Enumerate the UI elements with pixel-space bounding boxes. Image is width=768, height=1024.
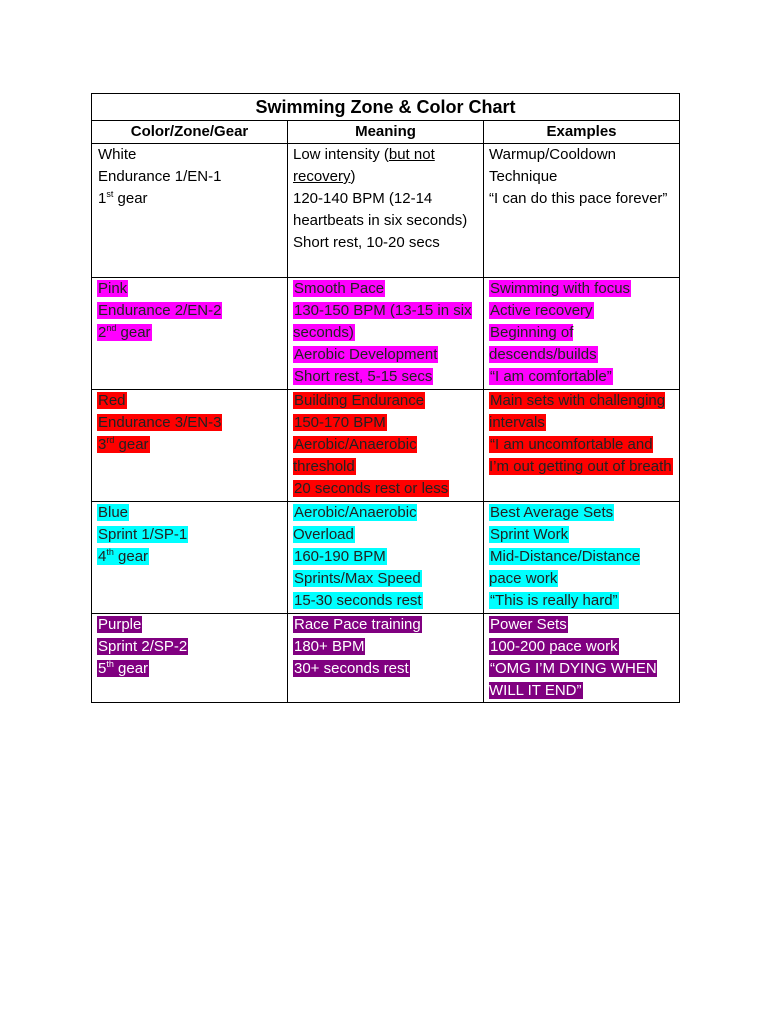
- zone-name: Endurance 2/EN-2: [98, 302, 222, 319]
- zone-row-white: [92, 144, 680, 278]
- zone-name: Sprint 2/SP-2: [98, 638, 188, 655]
- zone-line: [97, 524, 282, 546]
- examples-cell: [484, 502, 680, 614]
- examples-cell: [484, 614, 680, 703]
- example-line: [489, 434, 674, 478]
- example-text: Beginning of descends/builds: [489, 324, 597, 363]
- zone-row-red: [92, 390, 680, 502]
- zone-cell: [92, 390, 288, 502]
- zone-line: [97, 278, 282, 300]
- zone-name: Sprint 1/SP-1: [98, 526, 188, 543]
- color-name: White: [98, 146, 137, 163]
- zone-line: [97, 188, 282, 210]
- gear-word: gear: [113, 190, 148, 207]
- example-text: Main sets with challenging intervals: [489, 392, 666, 431]
- gear-suffix: nd: [106, 323, 117, 333]
- zone-cell: [92, 614, 288, 703]
- example-text: Swimming with focus: [490, 280, 631, 297]
- example-text: Sprint Work: [490, 526, 569, 543]
- meaning-line: [293, 614, 478, 636]
- meaning-text: Building Endurance: [294, 392, 425, 409]
- gear-word: gear: [114, 436, 149, 453]
- example-line: [489, 636, 674, 658]
- zone-row-pink: [92, 278, 680, 390]
- zone-line: [97, 636, 282, 658]
- gear-word: gear: [116, 324, 151, 341]
- gear-label: [97, 660, 149, 677]
- example-line: [489, 502, 674, 524]
- meaning-line: [293, 144, 478, 188]
- meaning-cell: [288, 144, 484, 278]
- meaning-text: 130-150 BPM (13-15 in six seconds): [293, 302, 472, 341]
- header-row: [92, 121, 680, 144]
- examples-cell: [484, 390, 680, 502]
- meaning-text: Aerobic Development: [294, 346, 438, 363]
- example-text: 100-200 pace work: [490, 638, 618, 655]
- examples-cell: [484, 144, 680, 278]
- meaning-text: 180+ BPM: [294, 638, 365, 655]
- zone-line: [97, 658, 282, 680]
- meaning-line: [293, 390, 478, 412]
- example-line: [489, 390, 674, 434]
- zone-name: Endurance 1/EN-1: [98, 168, 222, 185]
- example-line: [489, 546, 674, 590]
- meaning-line: [293, 412, 478, 434]
- zone-line: [97, 166, 282, 188]
- meaning-text: 20 seconds rest or less: [294, 480, 449, 497]
- zone-line: [97, 614, 282, 636]
- swimming-zone-table: [91, 93, 680, 703]
- zone-name: Endurance 3/EN-3: [98, 414, 222, 431]
- example-text: “OMG I’M DYING WHEN WILL IT END”: [489, 660, 657, 699]
- meaning-line: [293, 278, 478, 300]
- zone-line: [97, 390, 282, 412]
- zone-cell: [92, 278, 288, 390]
- gear-number: 5: [98, 660, 107, 677]
- example-text: Mid-Distance/Distance pace work: [489, 548, 641, 587]
- gear-label: [97, 548, 149, 565]
- example-text: Power Sets: [490, 616, 567, 633]
- header-examples: Examples: [484, 121, 680, 144]
- gear-suffix: rd: [106, 435, 115, 445]
- color-name: Red: [98, 392, 126, 409]
- example-text: “This is really hard”: [490, 592, 618, 609]
- meaning-line: [293, 434, 478, 478]
- meaning-text: 30+ seconds rest: [294, 660, 409, 677]
- meaning-text: Race Pace training: [294, 616, 421, 633]
- gear-number: 2: [98, 324, 107, 341]
- meaning-line: [293, 658, 478, 680]
- meaning-cell: [288, 502, 484, 614]
- meaning-text: Smooth Pace: [294, 280, 385, 297]
- gear-suffix: th: [106, 659, 114, 669]
- meaning-line: [293, 366, 478, 388]
- color-name: Pink: [98, 280, 128, 297]
- gear-label: [97, 436, 150, 453]
- gear-suffix: st: [106, 189, 114, 199]
- gear-label: [97, 190, 149, 207]
- example-line: Warmup/Cooldown: [489, 146, 616, 163]
- meaning-line: [293, 590, 478, 612]
- meaning-underlined: but not recovery: [293, 146, 435, 185]
- example-line: [489, 278, 674, 300]
- color-name: Purple: [98, 616, 142, 633]
- meaning-text: 150-170 BPM: [294, 414, 386, 431]
- example-line: [489, 366, 674, 388]
- example-line: “I can do this pace forever”: [489, 190, 668, 207]
- header-meaning: Meaning: [288, 121, 484, 144]
- example-line: [489, 590, 674, 612]
- gear-word: gear: [113, 548, 149, 565]
- example-line: Technique: [489, 168, 558, 185]
- meaning-suffix: ): [350, 168, 356, 185]
- example-text: Best Average Sets: [490, 504, 614, 521]
- example-text: “I am comfortable”: [490, 368, 612, 385]
- zone-line: [97, 434, 282, 456]
- chart-title: Swimming Zone & Color Chart: [92, 94, 680, 121]
- meaning-line: [293, 636, 478, 658]
- meaning-text: 160-190 BPM: [294, 548, 386, 565]
- example-text: Active recovery: [490, 302, 593, 319]
- meaning-cell: [288, 278, 484, 390]
- meaning-cell: [288, 390, 484, 502]
- meaning-line: [293, 502, 478, 546]
- gear-number: 4: [98, 548, 107, 565]
- meaning-text: Sprints/Max Speed: [294, 570, 421, 587]
- gear-number: 3: [98, 436, 107, 453]
- zone-line: [97, 322, 282, 344]
- zone-line: [97, 412, 282, 434]
- zone-line: [97, 300, 282, 322]
- meaning-text: Aerobic/Anaerobic threshold: [293, 436, 417, 475]
- color-name: Blue: [98, 504, 129, 521]
- zone-line: [97, 144, 282, 166]
- meaning-line: [293, 546, 478, 568]
- examples-cell: [484, 278, 680, 390]
- zone-line: [97, 502, 282, 524]
- zone-row-blue: [92, 502, 680, 614]
- title-row: [92, 94, 680, 121]
- meaning-cell: [288, 614, 484, 703]
- zone-cell: [92, 144, 288, 278]
- example-line: [489, 614, 674, 636]
- header-color-zone-gear: Color/Zone/Gear: [92, 121, 288, 144]
- meaning-line: [293, 478, 478, 500]
- meaning-line: [293, 344, 478, 366]
- meaning-line: 120-140 BPM (12-14 heartbeats in six seconds): [293, 190, 468, 229]
- meaning-text: Short rest, 5-15 secs: [294, 368, 433, 385]
- meaning-text: Aerobic/Anaerobic Overload: [293, 504, 417, 543]
- example-line: [489, 300, 674, 322]
- zone-line: [97, 546, 282, 568]
- meaning-text: 15-30 seconds rest: [294, 592, 422, 609]
- meaning-line: [293, 568, 478, 590]
- example-line: [489, 658, 674, 702]
- meaning-line: [293, 300, 478, 344]
- gear-label: [97, 324, 152, 341]
- zone-row-purple: [92, 614, 680, 703]
- example-line: [489, 322, 674, 366]
- example-line: [489, 524, 674, 546]
- meaning-prefix: Low intensity (: [293, 146, 389, 163]
- gear-number: 1: [98, 190, 107, 207]
- gear-word: gear: [113, 660, 149, 677]
- zone-cell: [92, 502, 288, 614]
- meaning-line: Short rest, 10-20 secs: [293, 234, 440, 251]
- gear-suffix: th: [106, 547, 114, 557]
- example-text: “I am uncomfortable and I’m out getting out of breath: [489, 436, 672, 475]
